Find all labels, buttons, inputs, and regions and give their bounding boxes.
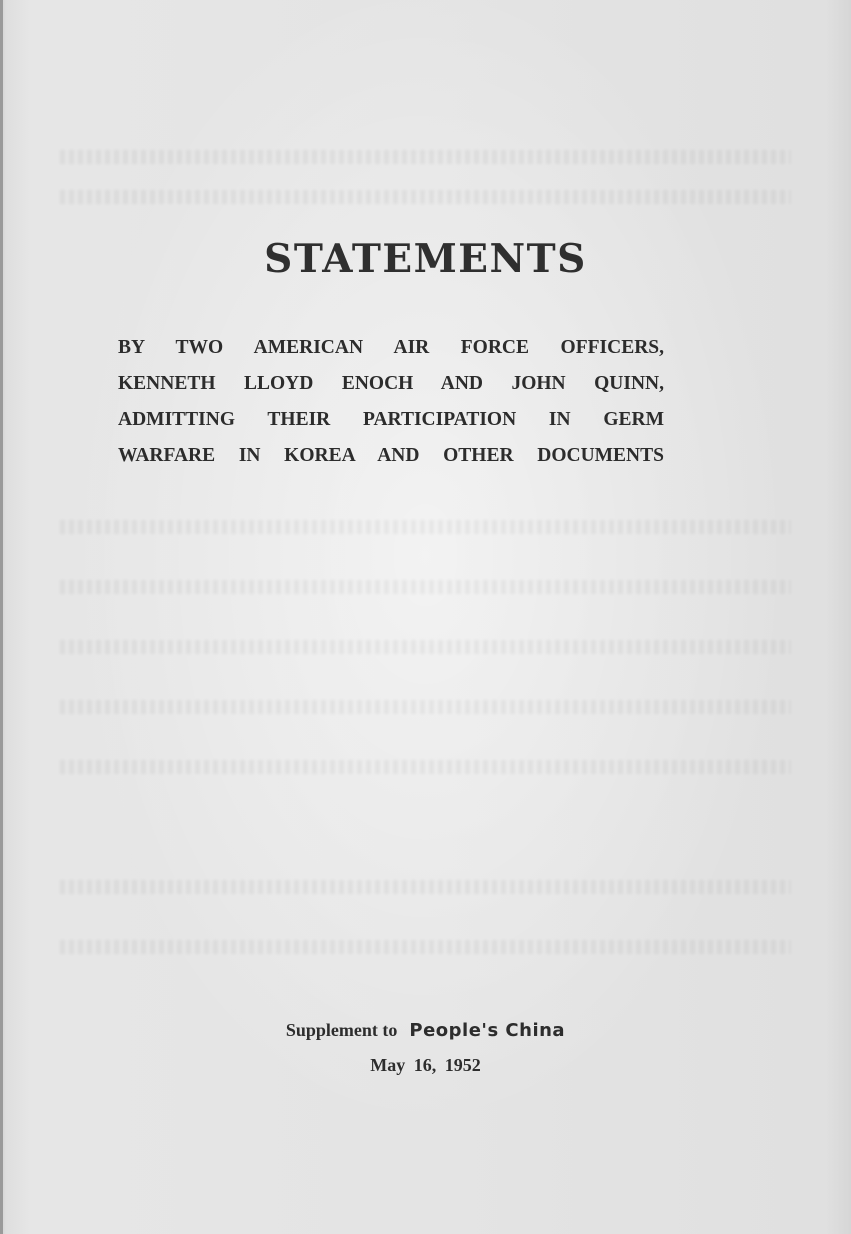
bleed-through-texture: [60, 640, 791, 654]
subtitle-line: BY TWO AMERICAN AIR FORCE OFFICERS,: [118, 337, 664, 358]
bleed-through-texture: [60, 880, 791, 894]
bleed-through-texture: [60, 940, 791, 954]
supplement-line: [0, 1020, 851, 1041]
bleed-through-texture: [60, 520, 791, 534]
bleed-through-texture: [60, 190, 791, 204]
publication-date: May 16, 1952: [370, 1055, 481, 1075]
subtitle-line: WARFARE IN KOREA AND OTHER DOCUMENTS: [118, 445, 664, 466]
publication-name: People's China: [409, 1020, 566, 1041]
bleed-through-texture: [60, 150, 791, 164]
bleed-through-texture: [60, 580, 791, 594]
subtitle-line: ADMITTING THEIR PARTICIPATION IN GERM: [118, 409, 664, 430]
subtitle-line: KENNETH LLOYD ENOCH AND JOHN QUINN,: [118, 373, 664, 394]
page-title: STATEMENTS: [264, 236, 587, 282]
page-edge: [0, 0, 3, 1234]
supplement-prefix: Supplement to: [285, 1020, 398, 1040]
bleed-through-texture: [60, 700, 791, 714]
bleed-through-texture: [60, 760, 791, 774]
subtitle-block: [118, 330, 664, 474]
